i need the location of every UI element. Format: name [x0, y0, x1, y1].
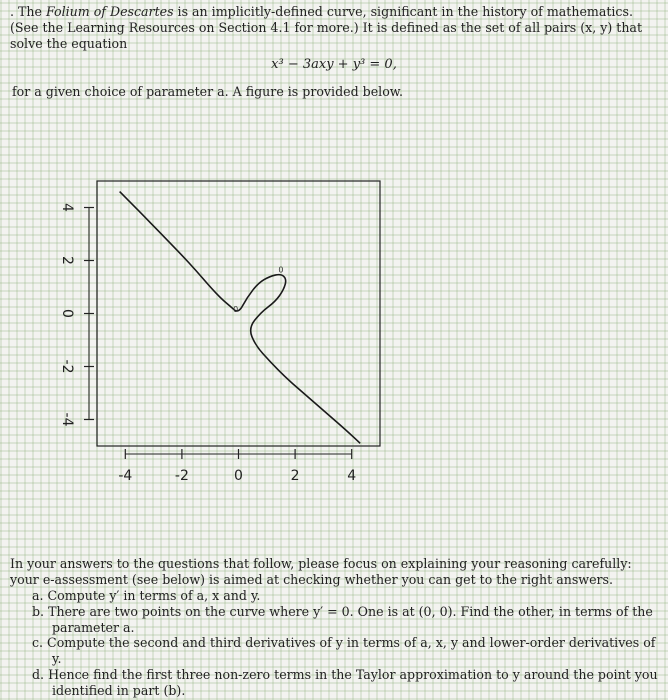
x-tick-label: 0 [234, 468, 243, 484]
y-tick-label: -4 [59, 412, 75, 427]
y-axis-ticks [59, 203, 94, 427]
annotation-layer [233, 265, 283, 314]
question-c: c. Compute the second and third derivatives of y in terms of a, x, y and lower-order derivatives of y. [32, 635, 656, 667]
y-tick-label: -2 [59, 359, 75, 374]
x-tick-label: -4 [118, 468, 133, 484]
folium-figure [50, 168, 390, 498]
parameter-sentence: for a given choice of parameter a. A figure is provided below. [12, 84, 404, 99]
answers-section [10, 556, 662, 699]
y-tick-label: 4 [59, 203, 75, 212]
curve-layer [120, 192, 361, 444]
intro-text-after: is an implicitly-defined curve, significant in the history of mathematics. (See the Learning Resources on Section 4.1 for more.) It is defined as the set of all pairs (x, y) that solve the equation [10, 4, 642, 51]
question-d: d. Hence find the first three non-zero terms in the Taylor approximation to y around the point you identified in part (b). [32, 666, 658, 698]
x-tick-label: 2 [290, 468, 300, 484]
folium-curve-line [120, 192, 361, 444]
intro-paragraph [10, 4, 660, 52]
x-axis-ticks [118, 449, 356, 484]
curve-annotation: 0 [233, 305, 239, 315]
question-list [10, 588, 662, 699]
folium-equation: x³ − 3axy + y³ = 0, [271, 57, 397, 72]
question-a: a. Compute y′ in terms of a, x and y. [32, 588, 261, 603]
intro-text-before: The [18, 4, 46, 19]
plot-frame [97, 181, 380, 446]
folium-title: Folium of Descartes [45, 4, 174, 19]
y-tick-label: 2 [59, 256, 75, 265]
curve-annotation: 0 [278, 265, 284, 275]
answers-intro: In your answers to the questions that follow, please focus on explaining your reasoning carefully: your e-assessment (see below) is aimed at checking whether you can get to the right answers. [10, 556, 632, 587]
x-tick-label: 4 [347, 468, 357, 484]
question-b: b. There are two points on the curve where y′ = 0. One is at (0, 0). Find the other, in terms of the parameter a. [32, 603, 653, 635]
intro-bullet: . [10, 4, 19, 19]
x-tick-label: -2 [174, 468, 189, 484]
y-tick-label: 0 [59, 309, 75, 318]
